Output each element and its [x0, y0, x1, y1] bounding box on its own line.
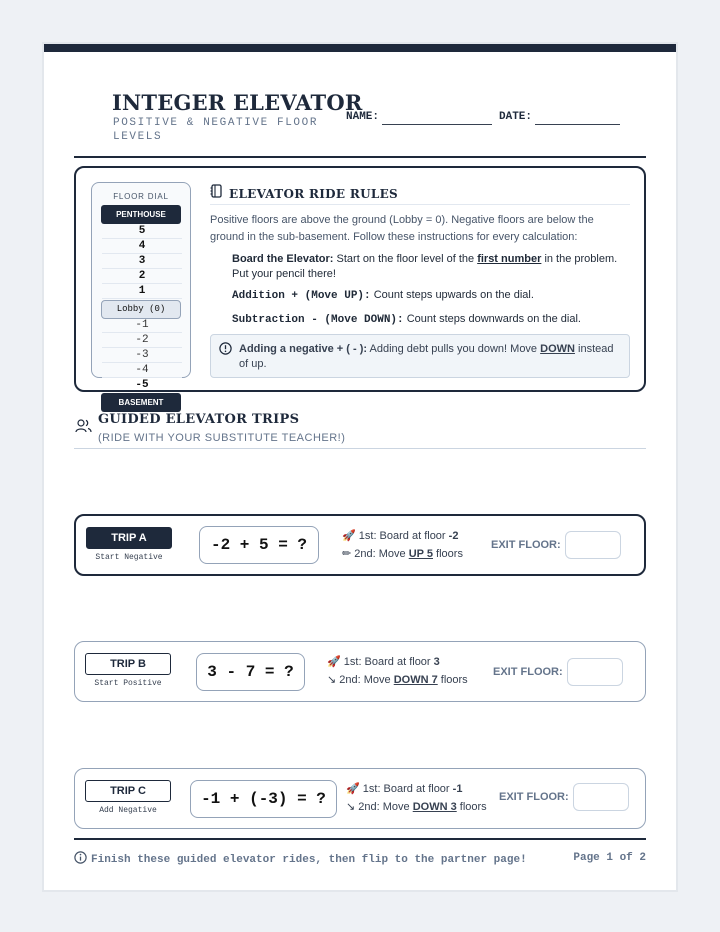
date-field[interactable]: [535, 124, 620, 125]
pencil-icon: ✏: [342, 548, 352, 560]
rule-addition: [232, 288, 534, 304]
trip-label: TRIP B: [85, 653, 171, 675]
dial-lobby: Lobby (0): [101, 300, 181, 319]
step-2-text: 2nd: Move: [358, 801, 410, 813]
trip-equation: -1 + (-3) = ?: [190, 780, 337, 818]
info-icon: [74, 851, 87, 868]
trip-step-1: [346, 782, 462, 795]
trip-step-2: [342, 547, 463, 560]
name-label: NAME:: [346, 111, 380, 123]
trip-card-a: [74, 514, 646, 576]
trips-heading: GUIDED ELEVATOR TRIPS: [98, 412, 300, 427]
exit-floor-label: EXIT FLOOR:: [491, 539, 561, 551]
step-2-text: 2nd: Move: [354, 548, 406, 560]
negative-callout: [210, 334, 630, 378]
trip-note: Start Positive: [94, 679, 162, 688]
dial-floor: -5: [135, 379, 149, 391]
step-1-value: 3: [433, 656, 440, 668]
step-2-suffix: floors: [440, 674, 468, 686]
rule-board-label: Board the Elevator:: [232, 253, 334, 265]
dial-floor: -4: [102, 363, 182, 378]
arrow-down-icon: ↘: [346, 801, 356, 813]
trip-label: TRIP A: [86, 527, 172, 549]
callout-text-a: Adding debt pulls you down! Move: [369, 343, 538, 355]
step-2-text: 2nd: Move: [339, 674, 391, 686]
dial-floor: 2: [102, 269, 182, 284]
rules-intro: Positive floors are above the ground (Lobby = 0). Negative floors are below the ground in the sub-basement. Follow these instructions for every calculation:: [210, 214, 594, 243]
exit-floor-label: EXIT FLOOR:: [499, 791, 569, 803]
rule-subtraction-text: Count steps downwards on the dial.: [406, 313, 581, 325]
step-2-emph: DOWN 7: [393, 674, 438, 686]
rules-panel: [74, 166, 646, 407]
rule-board-text-a: Start on the floor level of the: [336, 253, 475, 265]
rule-addition-text: Count steps upwards on the dial.: [373, 289, 534, 301]
worksheet-page: [44, 44, 676, 890]
trip-equation: 3 - 7 = ?: [196, 653, 305, 691]
step-1-text: 1st: Board at floor: [343, 656, 431, 668]
dial-floor: 5: [102, 224, 182, 239]
exit-floor-input[interactable]: [565, 531, 621, 559]
callout-emph: DOWN: [540, 343, 575, 355]
dial-floor: 1: [102, 284, 182, 299]
date-label: DATE:: [499, 111, 533, 123]
page-subtitle: POSITIVE & NEGATIVE FLOOR LEVELS: [113, 117, 319, 143]
rule-board: [232, 252, 632, 282]
step-2-emph: DOWN 3: [412, 801, 457, 813]
dial-floor: -1: [102, 318, 182, 333]
dial-floor: 3: [102, 254, 182, 269]
dial-penthouse: PENTHOUSE: [101, 205, 181, 224]
floor-dial-title: FLOOR DIAL: [113, 192, 169, 201]
trip-step-2: [327, 673, 468, 686]
users-icon: [75, 418, 92, 439]
dial-basement: BASEMENT: [101, 393, 181, 412]
exit-floor-label: EXIT FLOOR:: [493, 666, 563, 678]
rocket-icon: 🚀: [346, 783, 360, 795]
callout-text: [239, 342, 625, 372]
trip-label: TRIP C: [85, 780, 171, 802]
trip-step-1: [342, 529, 458, 542]
trip-card-b: [74, 641, 646, 702]
floor-dial: [91, 182, 191, 407]
trips-divider: [74, 448, 646, 449]
dial-floor: -3: [102, 348, 182, 363]
step-2-suffix: floors: [436, 548, 463, 560]
page-number: Page 1 of 2: [573, 852, 646, 864]
arrow-down-icon: ↘: [327, 674, 337, 686]
notebook-icon: [210, 184, 223, 203]
rocket-icon: 🚀: [327, 656, 341, 668]
header-divider: [74, 156, 646, 158]
rocket-icon: 🚀: [342, 530, 356, 542]
rule-board-emph: first number: [477, 253, 542, 265]
trip-note: Add Negative: [99, 806, 157, 815]
exit-floor-input[interactable]: [567, 658, 623, 686]
trip-step-2: [346, 800, 487, 813]
rule-addition-label: Addition + (Move UP):: [232, 290, 371, 302]
callout-text-b: instead of up.: [239, 343, 614, 370]
dial-floor: -2: [102, 333, 182, 348]
step-1-text: 1st: Board at floor: [358, 530, 446, 542]
footer-note-text: Finish these guided elevator rides, then flip to the partner page!: [91, 853, 527, 866]
step-1-value: -1: [452, 783, 463, 795]
info-icon: [219, 342, 232, 360]
exit-floor-input[interactable]: [573, 783, 629, 811]
trip-step-1: [327, 655, 440, 668]
dial-floor: 4: [102, 239, 182, 254]
rule-board-text-b: in the problem. Put your pencil there!: [232, 253, 618, 280]
rules-heading: [210, 184, 398, 203]
footer-divider: [74, 838, 646, 840]
trips-subheading: (RIDE WITH YOUR SUBSTITUTE TEACHER!): [98, 432, 346, 444]
step-2-suffix: floors: [459, 801, 487, 813]
rule-subtraction-label: Subtraction - (Move DOWN):: [232, 314, 404, 326]
footer-note: [74, 851, 527, 868]
trip-note: Start Negative: [95, 553, 163, 562]
callout-label: Adding a negative + ( - ):: [239, 343, 368, 355]
name-field[interactable]: [382, 124, 492, 125]
trip-equation: -2 + 5 = ?: [199, 526, 319, 564]
step-2-emph: UP 5: [408, 548, 433, 560]
step-1-value: -2: [448, 530, 459, 542]
step-1-text: 1st: Board at floor: [362, 783, 450, 795]
rules-heading-text: ELEVATOR RIDE RULES: [229, 186, 399, 201]
trip-card-c: [74, 768, 646, 829]
page-title: INTEGER ELEVATOR: [112, 90, 363, 115]
rule-subtraction: [232, 312, 581, 328]
rules-divider: [210, 204, 630, 205]
